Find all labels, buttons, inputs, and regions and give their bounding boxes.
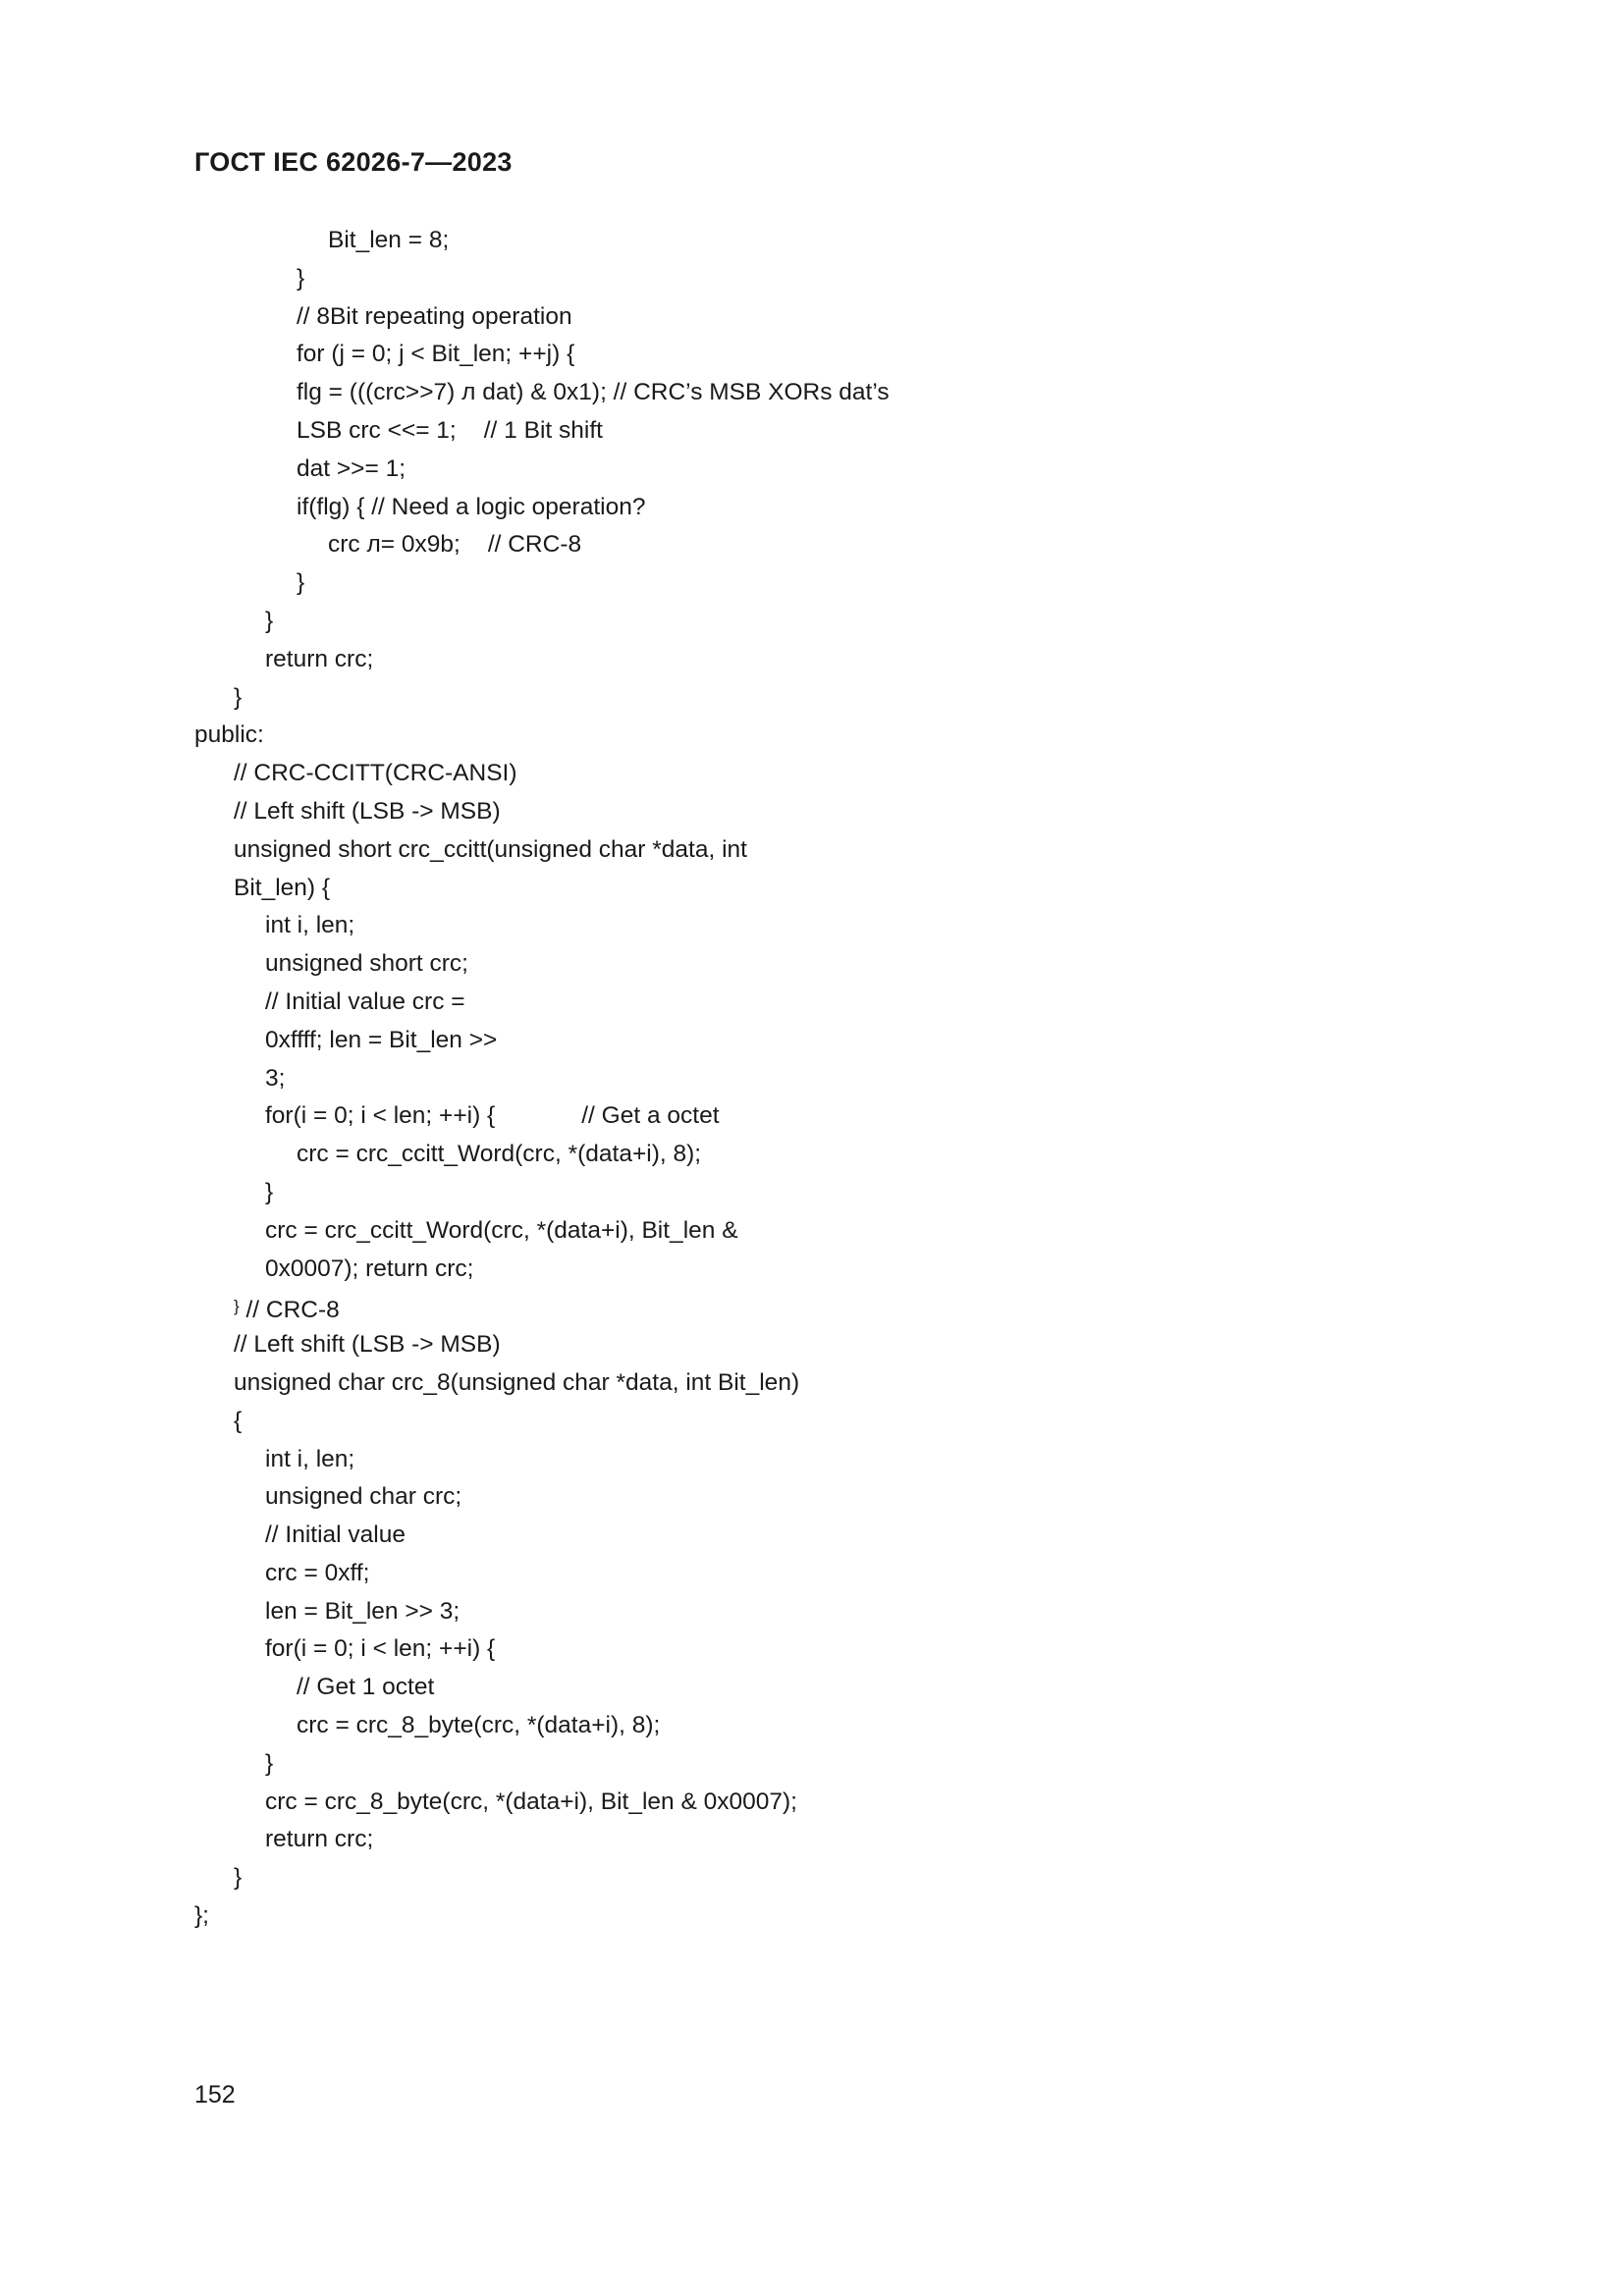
code-line: unsigned short crc; [265,950,468,978]
code-line: crc = crc_8_byte(crc, *(data+i), Bit_len & 0x0007); [265,1788,797,1815]
code-line: // 8Bit repeating operation [297,302,572,330]
code-line: // Left shift (LSB -> MSB) [234,1331,501,1359]
code-line: // Left shift (LSB -> MSB) [234,797,501,825]
code-line: } [297,569,305,597]
code-line: } [297,264,305,292]
code-line: // Initial value crc = [265,988,465,1015]
code-line: dat >>= 1; [297,454,406,482]
code-line: unsigned char crc; [265,1483,462,1511]
code-line: crc = crc_ccitt_Word(crc, *(data+i), 8); [297,1141,702,1168]
code-line: // CRC-CCITT(CRC-ANSI) [234,760,517,787]
code-line: }; [194,1902,209,1930]
code-line: for(i = 0; i < len; ++i) { // Get a octet [265,1102,720,1130]
code-line: unsigned short crc_ccitt(unsigned char *data, int [234,835,747,863]
code-line: Bit_len) { [234,874,331,901]
code-line: // Initial value [265,1522,406,1549]
code-line: int i, len; [265,1445,355,1472]
code-line: for (j = 0; j < Bit_len; ++j) { [297,341,575,368]
code-line: for(i = 0; i < len; ++i) { [265,1635,496,1663]
code-line: } [265,1178,274,1205]
code-line: 3; [265,1064,286,1092]
code-line: LSB crc <<= 1; // 1 Bit shift [297,416,603,444]
code-line: } [265,607,274,634]
code-line: public: [194,721,264,749]
code-line: int i, len; [265,912,355,939]
code-line: } [234,683,243,711]
code-line: } [265,1749,274,1777]
code-line: { [234,1407,243,1434]
code-line: if(flg) { // Need a logic operation? [297,493,646,520]
code-line: unsigned char crc_8(unsigned char *data, int Bit_len) [234,1368,800,1396]
code-line: } [234,1864,243,1892]
code-line: return crc; [265,1826,374,1853]
page-header: ГОСТ IEC 62026-7—2023 [194,147,513,177]
code-line: flg = (((crc>>7) л dat) & 0x1); // CRC’s MSB XORs dat’s [297,379,890,406]
code-line: crc = crc_8_byte(crc, *(data+i), 8); [297,1712,661,1739]
code-line: Bit_len = 8; [328,227,450,253]
code-line: crc = crc_ccitt_Word(crc, *(data+i), Bit_len & [265,1216,738,1244]
code-line: // Get 1 octet [297,1674,435,1701]
code-line: 0x0007); return crc; [265,1255,474,1282]
code-line: 0xffff; len = Bit_len >> [265,1026,498,1053]
code-listing [194,222,890,1936]
code-line: len = Bit_len >> 3; [265,1597,460,1625]
code-line: } // CRC-8 [234,1297,340,1324]
code-line: return crc; [265,645,374,672]
code-line: crc = 0xff; [265,1559,370,1586]
code-line: crc л= 0x9b; // CRC-8 [328,531,582,559]
page-number: 152 [194,2081,236,2109]
